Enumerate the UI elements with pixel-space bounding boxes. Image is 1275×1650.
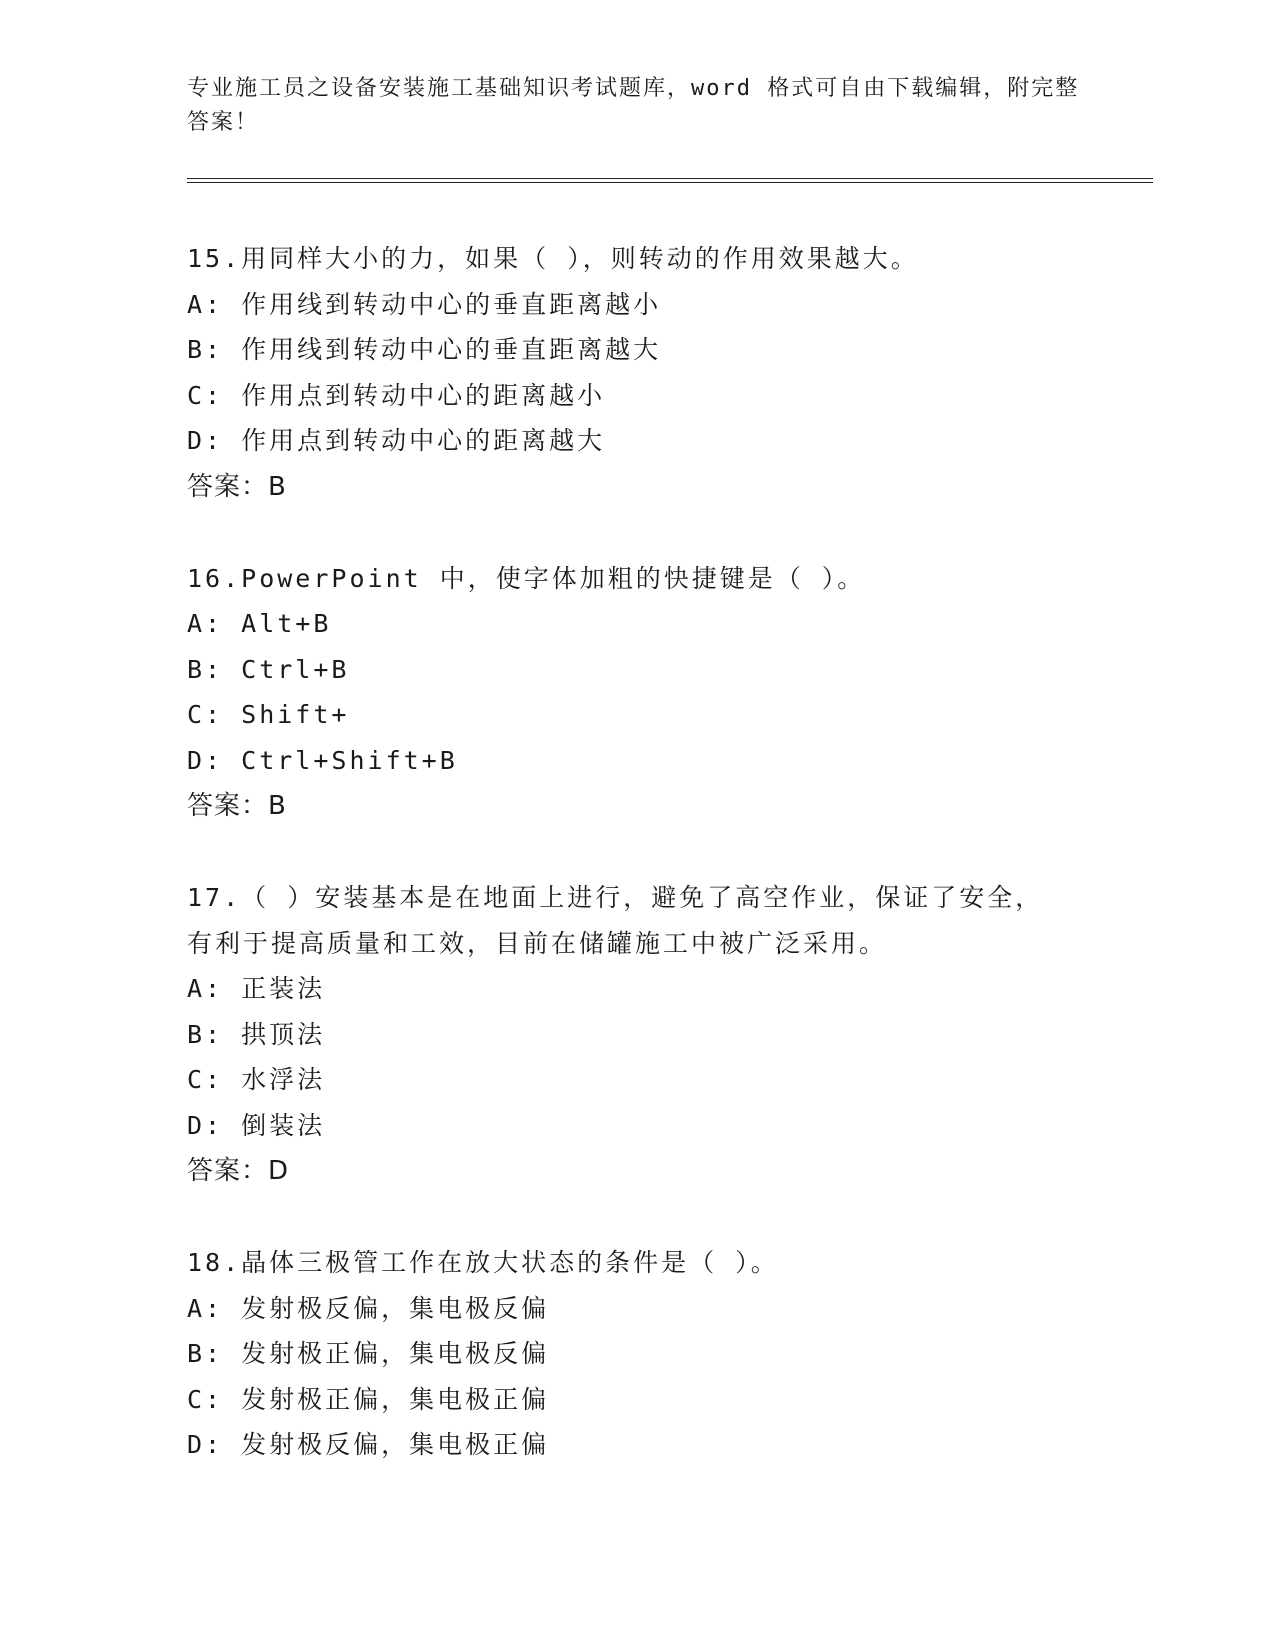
option-c: C: Shift+ [187, 700, 350, 729]
question-list [187, 236, 1107, 1514]
question-stem: 16.PowerPoint 中，使字体加粗的快捷键是（ ）。 [187, 563, 866, 593]
question-stem: 18.晶体三极管工作在放大状态的条件是（ ）。 [187, 1248, 779, 1277]
option-a: A: Alt+B [187, 609, 332, 638]
answer-line: 答案：D [187, 1156, 290, 1186]
option-a: A: 正装法 [187, 974, 326, 1003]
option-b: B: Ctrl+B [187, 654, 350, 684]
option-c: C: 作用点到转动中心的距离越小 [187, 380, 606, 410]
option-c: C: 水浮法 [187, 1065, 326, 1094]
question-17 [187, 875, 1107, 1194]
question-stem: 15.用同样大小的力，如果（ ），则转动的作用效果越大。 [187, 244, 919, 273]
option-a: A: 发射极反偏，集电极反偏 [187, 1293, 550, 1323]
question-15 [187, 236, 1107, 510]
option-b: B: 拱顶法 [187, 1019, 326, 1049]
option-b: B: 发射极正偏，集电极反偏 [187, 1339, 550, 1368]
header-text: 专业施工员之设备安装施工基础知识考试题库，word 格式可自由下载编辑，附完整答案！ [187, 76, 1080, 135]
option-b: B: 作用线到转动中心的垂直距离越大 [187, 335, 662, 364]
option-d: D: 作用点到转动中心的距离越大 [187, 426, 606, 455]
option-d: D: Ctrl+Shift+B [187, 745, 458, 775]
option-d: D: 倒装法 [187, 1110, 326, 1140]
option-d: D: 发射极反偏，集电极正偏 [187, 1430, 550, 1459]
question-16 [187, 556, 1107, 830]
header-divider-top [187, 178, 1153, 179]
header-divider-bottom [187, 182, 1153, 183]
answer-line: 答案：B [187, 791, 287, 821]
option-c: C: 发射极正偏，集电极正偏 [187, 1384, 550, 1414]
document-header [187, 72, 1087, 140]
answer-line: 答案：B [187, 471, 287, 502]
option-a: A: 作用线到转动中心的垂直距离越小 [187, 289, 662, 319]
question-stem: 17.（ ）安装基本是在地面上进行，避免了高空作业，保证了安全，有利于提高质量和工效，目前在储罐施工中被广泛采用。 [187, 883, 1044, 958]
question-18 [187, 1240, 1107, 1468]
